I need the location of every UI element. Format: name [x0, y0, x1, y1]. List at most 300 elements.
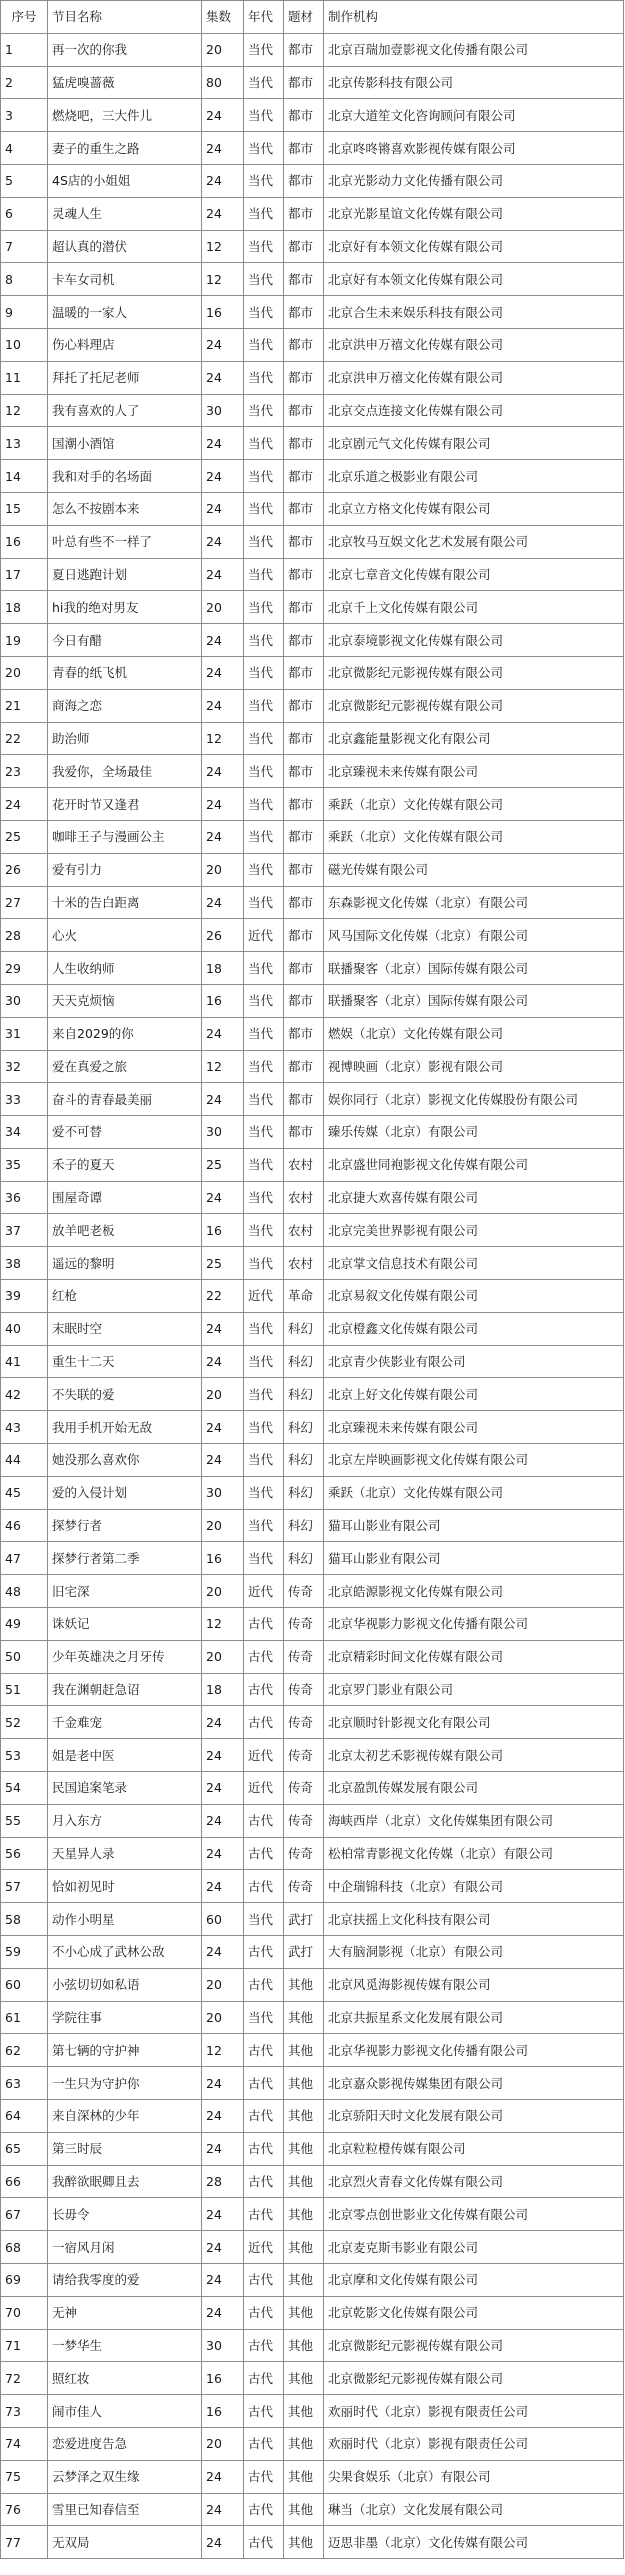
cell-producer: 北京百瑞加壹影视文化传播有限公司: [324, 33, 624, 66]
cell-producer: 燃娱（北京）文化传媒有限公司: [324, 1017, 624, 1050]
cell-producer: 北京华视影力影视文化传播有限公司: [324, 1608, 624, 1641]
cell-index: 47: [1, 1542, 48, 1575]
cell-theme: 都市: [284, 624, 324, 657]
cell-theme: 都市: [284, 394, 324, 427]
cell-theme: 都市: [284, 820, 324, 853]
header-theme: 题材: [284, 1, 324, 34]
cell-episodes: 24: [202, 689, 244, 722]
cell-episodes: 24: [202, 1017, 244, 1050]
cell-theme: 都市: [284, 656, 324, 689]
cell-title: 温暖的一家人: [48, 296, 202, 329]
cell-era: 当代: [244, 427, 284, 460]
table-row: [1, 2493, 624, 2526]
cell-era: 当代: [244, 1542, 284, 1575]
cell-producer: 迈思非墨（北京）文化传媒有限公司: [324, 2526, 624, 2559]
cell-theme: 传奇: [284, 1870, 324, 1903]
cell-theme: 都市: [284, 1017, 324, 1050]
cell-index: 65: [1, 2132, 48, 2165]
cell-title: 探梦行者: [48, 1509, 202, 1542]
cell-index: 19: [1, 624, 48, 657]
cell-era: 当代: [244, 984, 284, 1017]
cell-episodes: 16: [202, 1542, 244, 1575]
cell-episodes: 24: [202, 2296, 244, 2329]
cell-theme: 都市: [284, 328, 324, 361]
table-row: [1, 2263, 624, 2296]
cell-episodes: 24: [202, 2067, 244, 2100]
cell-producer: 视博映画（北京）影视有限公司: [324, 1050, 624, 1083]
cell-producer: 北京臻视未来传媒有限公司: [324, 755, 624, 788]
cell-index: 25: [1, 820, 48, 853]
cell-episodes: 12: [202, 2034, 244, 2067]
cell-producer: 娱你同行（北京）影视文化传媒股份有限公司: [324, 1083, 624, 1116]
cell-title: 我醉欲眠卿且去: [48, 2165, 202, 2198]
cell-episodes: 24: [202, 132, 244, 165]
cell-title: 放羊吧老板: [48, 1214, 202, 1247]
table-row: [1, 1804, 624, 1837]
cell-episodes: 16: [202, 984, 244, 1017]
table-row: [1, 788, 624, 821]
cell-episodes: 16: [202, 1214, 244, 1247]
cell-episodes: 24: [202, 2263, 244, 2296]
cell-producer: 北京盈凯传媒发展有限公司: [324, 1772, 624, 1805]
cell-theme: 都市: [284, 361, 324, 394]
cell-producer: 北京咚咚锵喜欢影视传媒有限公司: [324, 132, 624, 165]
cell-index: 22: [1, 722, 48, 755]
cell-index: 9: [1, 296, 48, 329]
table-row: [1, 2165, 624, 2198]
cell-producer: 北京光影星谊文化传媒有限公司: [324, 197, 624, 230]
cell-era: 当代: [244, 1214, 284, 1247]
cell-theme: 都市: [284, 952, 324, 985]
cell-title: 超认真的潜伏: [48, 230, 202, 263]
cell-index: 66: [1, 2165, 48, 2198]
cell-producer: 北京橙鑫文化传媒有限公司: [324, 1312, 624, 1345]
cell-era: 当代: [244, 1017, 284, 1050]
cell-era: 近代: [244, 2231, 284, 2264]
table-row: [1, 1640, 624, 1673]
table-row: [1, 886, 624, 919]
cell-episodes: 20: [202, 1509, 244, 1542]
cell-theme: 都市: [284, 99, 324, 132]
cell-title: 围屋奇谭: [48, 1181, 202, 1214]
table-row: [1, 1575, 624, 1608]
cell-index: 7: [1, 230, 48, 263]
cell-theme: 传奇: [284, 1640, 324, 1673]
cell-producer: 北京捷大欢喜传媒有限公司: [324, 1181, 624, 1214]
cell-producer: 北京洪申万禧文化传媒有限公司: [324, 361, 624, 394]
cell-episodes: 24: [202, 1936, 244, 1969]
cell-producer: 北京七章音文化传媒有限公司: [324, 558, 624, 591]
cell-title: 爱不可替: [48, 1116, 202, 1149]
cell-index: 10: [1, 328, 48, 361]
cell-theme: 都市: [284, 132, 324, 165]
cell-episodes: 26: [202, 919, 244, 952]
cell-index: 72: [1, 2362, 48, 2395]
cell-index: 43: [1, 1411, 48, 1444]
cell-era: 古代: [244, 1640, 284, 1673]
cell-producer: 北京牧马互娱文化艺术发展有限公司: [324, 525, 624, 558]
cell-episodes: 24: [202, 492, 244, 525]
cell-episodes: 24: [202, 2493, 244, 2526]
cell-producer: 北京扶摇上文化科技有限公司: [324, 1903, 624, 1936]
cell-producer: 东森影视文化传媒（北京）有限公司: [324, 886, 624, 919]
table-row: [1, 197, 624, 230]
cell-theme: 革命: [284, 1280, 324, 1313]
cell-era: 近代: [244, 1280, 284, 1313]
cell-episodes: 25: [202, 1148, 244, 1181]
cell-theme: 都市: [284, 788, 324, 821]
table-row: [1, 1444, 624, 1477]
cell-index: 61: [1, 2001, 48, 2034]
cell-theme: 都市: [284, 263, 324, 296]
cell-theme: 科幻: [284, 1378, 324, 1411]
cell-title: 末眠时空: [48, 1312, 202, 1345]
table-row: [1, 33, 624, 66]
cell-producer: 北京微影纪元影视传媒有限公司: [324, 2362, 624, 2395]
table-row: [1, 2296, 624, 2329]
cell-producer: 北京千上文化传媒有限公司: [324, 591, 624, 624]
cell-era: 当代: [244, 296, 284, 329]
cell-title: 重生十二天: [48, 1345, 202, 1378]
cell-index: 6: [1, 197, 48, 230]
cell-theme: 其他: [284, 2231, 324, 2264]
cell-era: 当代: [244, 1083, 284, 1116]
cell-title: 一梦华生: [48, 2329, 202, 2362]
cell-title: 爱的入侵计划: [48, 1476, 202, 1509]
cell-title: 天天克烦恼: [48, 984, 202, 1017]
cell-era: 近代: [244, 1772, 284, 1805]
cell-episodes: 80: [202, 66, 244, 99]
cell-era: 古代: [244, 1673, 284, 1706]
cell-title: 千金难宠: [48, 1706, 202, 1739]
cell-title: 爱在真爱之旅: [48, 1050, 202, 1083]
cell-title: 学院往事: [48, 2001, 202, 2034]
cell-episodes: 24: [202, 99, 244, 132]
cell-episodes: 24: [202, 460, 244, 493]
cell-era: 当代: [244, 853, 284, 886]
cell-title: 人生收纳师: [48, 952, 202, 985]
cell-episodes: 24: [202, 427, 244, 460]
table-row: [1, 952, 624, 985]
cell-theme: 其他: [284, 2395, 324, 2428]
cell-producer: 北京臻视未来传媒有限公司: [324, 1411, 624, 1444]
cell-producer: 北京微影纪元影视传媒有限公司: [324, 2329, 624, 2362]
cell-episodes: 18: [202, 1673, 244, 1706]
cell-era: 当代: [244, 328, 284, 361]
cell-title: 小弦切切如私语: [48, 1968, 202, 2001]
cell-era: 古代: [244, 1870, 284, 1903]
cell-index: 42: [1, 1378, 48, 1411]
cell-theme: 都市: [284, 722, 324, 755]
cell-title: 旧宅深: [48, 1575, 202, 1608]
cell-theme: 都市: [284, 755, 324, 788]
cell-producer: 北京皓源影视文化传媒有限公司: [324, 1575, 624, 1608]
cell-era: 近代: [244, 919, 284, 952]
cell-episodes: 20: [202, 1968, 244, 2001]
cell-episodes: 24: [202, 2526, 244, 2559]
cell-title: 助治师: [48, 722, 202, 755]
cell-producer: 北京传影科技有限公司: [324, 66, 624, 99]
cell-index: 20: [1, 656, 48, 689]
table-row: [1, 99, 624, 132]
cell-index: 67: [1, 2198, 48, 2231]
cell-theme: 武打: [284, 1903, 324, 1936]
cell-theme: 都市: [284, 1050, 324, 1083]
cell-producer: 北京泰境影视文化传媒有限公司: [324, 624, 624, 657]
cell-producer: 北京顺时针影视文化有限公司: [324, 1706, 624, 1739]
cell-theme: 都市: [284, 1083, 324, 1116]
cell-episodes: 24: [202, 361, 244, 394]
cell-era: 当代: [244, 1509, 284, 1542]
cell-title: 4S店的小姐姐: [48, 164, 202, 197]
table-row: [1, 2132, 624, 2165]
cell-episodes: 30: [202, 1116, 244, 1149]
cell-theme: 科幻: [284, 1444, 324, 1477]
header-episodes: 集数: [202, 1, 244, 34]
cell-episodes: 24: [202, 197, 244, 230]
cell-era: 当代: [244, 722, 284, 755]
cell-index: 71: [1, 2329, 48, 2362]
cell-episodes: 16: [202, 296, 244, 329]
table-row: [1, 558, 624, 591]
table-row: [1, 1017, 624, 1050]
cell-era: 当代: [244, 1444, 284, 1477]
cell-producer: 乘跃（北京）文化传媒有限公司: [324, 788, 624, 821]
cell-theme: 都市: [284, 886, 324, 919]
cell-theme: 农村: [284, 1181, 324, 1214]
cell-theme: 其他: [284, 2329, 324, 2362]
cell-era: 当代: [244, 788, 284, 821]
cell-index: 75: [1, 2460, 48, 2493]
cell-producer: 联播聚客（北京）国际传媒有限公司: [324, 984, 624, 1017]
cell-episodes: 16: [202, 2362, 244, 2395]
cell-episodes: 20: [202, 2427, 244, 2460]
cell-producer: 磁光传媒有限公司: [324, 853, 624, 886]
cell-era: 古代: [244, 1706, 284, 1739]
header-row: [1, 1, 624, 34]
cell-producer: 风马国际文化传媒（北京）有限公司: [324, 919, 624, 952]
cell-title: 奋斗的青春最美丽: [48, 1083, 202, 1116]
cell-index: 73: [1, 2395, 48, 2428]
header-producer: 制作机构: [324, 1, 624, 34]
cell-index: 35: [1, 1148, 48, 1181]
cell-index: 30: [1, 984, 48, 1017]
table-row: [1, 2100, 624, 2133]
cell-title: 红枪: [48, 1280, 202, 1313]
cell-producer: 北京微影纪元影视传媒有限公司: [324, 656, 624, 689]
cell-producer: 北京乾影文化传媒有限公司: [324, 2296, 624, 2329]
table-row: [1, 591, 624, 624]
cell-index: 15: [1, 492, 48, 525]
cell-title: 卡车女司机: [48, 263, 202, 296]
cell-producer: 北京掌文信息技术有限公司: [324, 1247, 624, 1280]
cell-title: 一宿风月闲: [48, 2231, 202, 2264]
cell-index: 54: [1, 1772, 48, 1805]
cell-index: 1: [1, 33, 48, 66]
cell-era: 近代: [244, 1575, 284, 1608]
cell-episodes: 24: [202, 1804, 244, 1837]
cell-era: 当代: [244, 820, 284, 853]
cell-index: 57: [1, 1870, 48, 1903]
cell-title: 一生只为守护你: [48, 2067, 202, 2100]
cell-era: 当代: [244, 164, 284, 197]
cell-era: 当代: [244, 1345, 284, 1378]
cell-episodes: 16: [202, 2395, 244, 2428]
cell-episodes: 24: [202, 755, 244, 788]
table-row: [1, 2362, 624, 2395]
cell-producer: 北京鑫能量影视文化有限公司: [324, 722, 624, 755]
cell-era: 古代: [244, 1804, 284, 1837]
cell-episodes: 12: [202, 722, 244, 755]
cell-era: 当代: [244, 1247, 284, 1280]
cell-theme: 武打: [284, 1936, 324, 1969]
table-row: [1, 984, 624, 1017]
cell-producer: 联播聚客（北京）国际传媒有限公司: [324, 952, 624, 985]
cell-producer: 海峡西岸（北京）文化传媒集团有限公司: [324, 1804, 624, 1837]
cell-era: 古代: [244, 2427, 284, 2460]
cell-title: 遥远的黎明: [48, 1247, 202, 1280]
table-row: [1, 361, 624, 394]
table-row: [1, 2231, 624, 2264]
cell-producer: 乘跃（北京）文化传媒有限公司: [324, 1476, 624, 1509]
cell-title: 第七辆的守护神: [48, 2034, 202, 2067]
table-row: [1, 1608, 624, 1641]
cell-index: 51: [1, 1673, 48, 1706]
table-row: [1, 2395, 624, 2428]
cell-era: 古代: [244, 2460, 284, 2493]
cell-episodes: 24: [202, 328, 244, 361]
table-row: [1, 1772, 624, 1805]
cell-episodes: 24: [202, 558, 244, 591]
cell-episodes: 60: [202, 1903, 244, 1936]
table-row: [1, 66, 624, 99]
cell-era: 当代: [244, 525, 284, 558]
cell-producer: 北京合生未来娱乐科技有限公司: [324, 296, 624, 329]
cell-title: 伤心料理店: [48, 328, 202, 361]
cell-era: 当代: [244, 99, 284, 132]
cell-theme: 其他: [284, 2296, 324, 2329]
cell-index: 74: [1, 2427, 48, 2460]
cell-era: 当代: [244, 1181, 284, 1214]
cell-theme: 传奇: [284, 1804, 324, 1837]
cell-theme: 传奇: [284, 1837, 324, 1870]
table-row: [1, 1739, 624, 1772]
table-row: [1, 1312, 624, 1345]
table-row: [1, 525, 624, 558]
cell-title: 她没那么喜欢你: [48, 1444, 202, 1477]
cell-episodes: 24: [202, 164, 244, 197]
cell-era: 古代: [244, 2198, 284, 2231]
cell-index: 58: [1, 1903, 48, 1936]
cell-title: 再一次的你我: [48, 33, 202, 66]
cell-producer: 北京洪申万禧文化传媒有限公司: [324, 328, 624, 361]
cell-index: 60: [1, 1968, 48, 2001]
cell-producer: 北京好有本领文化传媒有限公司: [324, 263, 624, 296]
cell-producer: 北京大道笙文化咨询顾问有限公司: [324, 99, 624, 132]
cell-episodes: 24: [202, 1411, 244, 1444]
cell-index: 53: [1, 1739, 48, 1772]
cell-episodes: 24: [202, 624, 244, 657]
table-row: [1, 1181, 624, 1214]
cell-producer: 北京烈火青春文化传媒有限公司: [324, 2165, 624, 2198]
cell-index: 41: [1, 1345, 48, 1378]
cell-episodes: 24: [202, 1772, 244, 1805]
cell-title: 不小心成了武林公敌: [48, 1936, 202, 1969]
cell-producer: 大有脑洞影视（北京）有限公司: [324, 1936, 624, 1969]
cell-producer: 北京摩和文化传媒有限公司: [324, 2263, 624, 2296]
table-row: [1, 820, 624, 853]
cell-era: 当代: [244, 1050, 284, 1083]
cell-title: 叶总有些不一样了: [48, 525, 202, 558]
cell-episodes: 24: [202, 1870, 244, 1903]
table-row: [1, 230, 624, 263]
cell-theme: 都市: [284, 1116, 324, 1149]
cell-episodes: 24: [202, 2132, 244, 2165]
cell-producer: 北京嘉众影视传媒集团有限公司: [324, 2067, 624, 2100]
cell-title: 月入东方: [48, 1804, 202, 1837]
cell-episodes: 24: [202, 1739, 244, 1772]
cell-index: 27: [1, 886, 48, 919]
table-row: [1, 328, 624, 361]
cell-title: 国潮小酒馆: [48, 427, 202, 460]
cell-title: 我用手机开始无敌: [48, 1411, 202, 1444]
cell-theme: 其他: [284, 2460, 324, 2493]
cell-era: 古代: [244, 1936, 284, 1969]
table-row: [1, 1083, 624, 1116]
cell-index: 77: [1, 2526, 48, 2559]
table-row: [1, 1837, 624, 1870]
cell-theme: 都市: [284, 853, 324, 886]
cell-index: 31: [1, 1017, 48, 1050]
cell-title: 诛妖记: [48, 1608, 202, 1641]
cell-era: 当代: [244, 1476, 284, 1509]
table-row: [1, 919, 624, 952]
cell-episodes: 24: [202, 1312, 244, 1345]
cell-era: 当代: [244, 1312, 284, 1345]
table-row: [1, 755, 624, 788]
cell-index: 62: [1, 2034, 48, 2067]
cell-title: 十米的告白距离: [48, 886, 202, 919]
cell-episodes: 24: [202, 820, 244, 853]
cell-producer: 北京华视影力影视文化传播有限公司: [324, 2034, 624, 2067]
cell-producer: 北京交点连接文化传媒有限公司: [324, 394, 624, 427]
cell-era: 当代: [244, 132, 284, 165]
cell-title: 探梦行者第二季: [48, 1542, 202, 1575]
cell-index: 11: [1, 361, 48, 394]
cell-title: 心火: [48, 919, 202, 952]
cell-theme: 其他: [284, 2001, 324, 2034]
cell-index: 37: [1, 1214, 48, 1247]
cell-producer: 琳当（北京）文化发展有限公司: [324, 2493, 624, 2526]
table-row: [1, 460, 624, 493]
cell-index: 8: [1, 263, 48, 296]
table-row: [1, 2067, 624, 2100]
cell-theme: 农村: [284, 1247, 324, 1280]
cell-theme: 传奇: [284, 1772, 324, 1805]
cell-theme: 科幻: [284, 1345, 324, 1378]
cell-title: 我和对手的名场面: [48, 460, 202, 493]
cell-era: 当代: [244, 1378, 284, 1411]
cell-theme: 其他: [284, 2165, 324, 2198]
cell-episodes: 22: [202, 1280, 244, 1313]
cell-episodes: 12: [202, 1608, 244, 1641]
cell-producer: 北京麦克斯韦影业有限公司: [324, 2231, 624, 2264]
cell-era: 古代: [244, 2395, 284, 2428]
table-row: [1, 1542, 624, 1575]
cell-index: 44: [1, 1444, 48, 1477]
cell-episodes: 24: [202, 1083, 244, 1116]
cell-episodes: 12: [202, 1050, 244, 1083]
